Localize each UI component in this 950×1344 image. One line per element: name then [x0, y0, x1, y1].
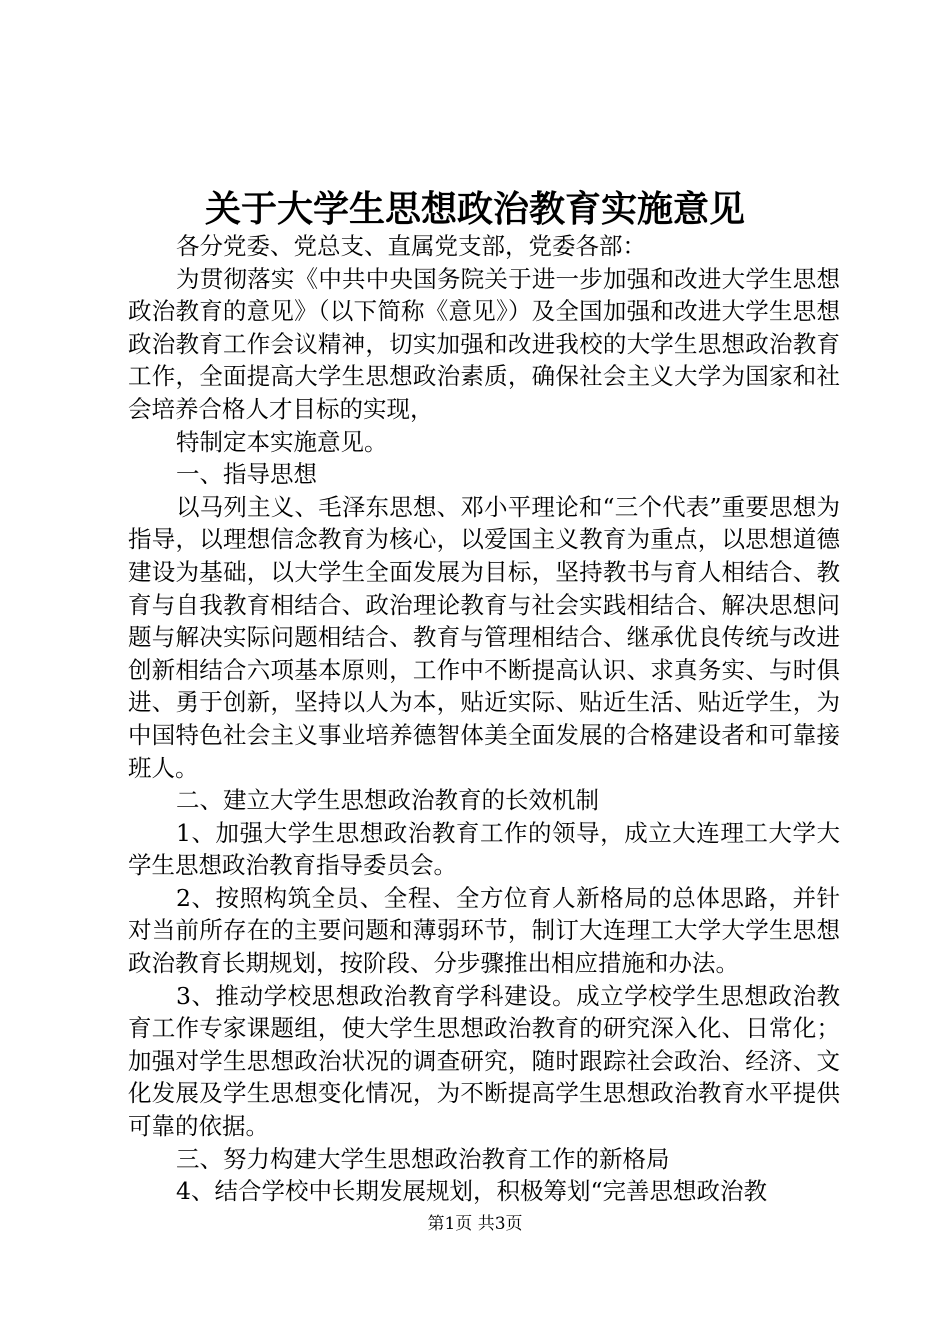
section-heading-2: 二、建立大学生思想政治教育的长效机制 — [176, 786, 599, 815]
page-number-footer: 第1页 共3页 — [427, 1214, 523, 1234]
salutation-paragraph: 各分党委、党总支、直属党支部，党委各部： — [176, 232, 646, 260]
item-4-paragraph: 4、结合学校中长期发展规划，积极筹划“完善思想政治教 — [176, 1177, 767, 1206]
item-3-paragraph: 3、推动学校思想政治教育学科建设。成立学校学生思想政治教育工作专家课题组，使大学生思想政治教育的研究深入化、日常化；加强对学生思想政治状况的调查研究，随时跟踪社会政治、经济、文化发展及学生思想变化情况，为不断提高学生思想政治教育水平提供可靠的依据。 — [128, 981, 840, 1141]
document-body — [128, 230, 840, 1208]
item-2-paragraph: 2、按照构筑全员、全程、全方位育人新格局的总体思路，并针对当前所存在的主要问题和薄弱环节，制订大连理工大学大学生思想政治教育长期规划，按阶段、分步骤推出相应措施和办法。 — [128, 883, 840, 978]
section-heading-3: 三、努力构建大学生思想政治教育工作的新格局 — [176, 1144, 670, 1173]
section-heading-1: 一、指导思想 — [176, 460, 317, 489]
intro-closing-paragraph: 特制定本实施意见。 — [176, 427, 388, 456]
document-title: 关于大学生思想政治教育实施意见 — [204, 188, 745, 230]
guiding-ideology-paragraph: 以马列主义、毛泽东思想、邓小平理论和“三个代表”重要思想为指导，以理想信念教育为核心，以爱国主义教育为重点，以思想道德建设为基础，以大学生全面发展为目标，坚持教书与育人相结合、教育与自我教育相结合、政治理论教育与社会实践相结合、解决思想问题与解决实际问题相结合、教育与管理相结合、继承优良传统与改进创新相结合六项基本原则，工作中不断提高认识、求真务实、与时俱进、勇于创新，坚持以人为本，贴近实际、贴近生活、贴近学生，为中国特色社会主义事业培养德智体美全面发展的合格建设者和可靠接班人。 — [128, 492, 840, 782]
intro-paragraph: 为贯彻落实《中共中央国务院关于进一步加强和改进大学生思想政治教育的意见》（以下简称《意见》）及全国加强和改进大学生思想政治教育工作会议精神，切实加强和改进我校的大学生思想政治教育工作，全面提高大学生思想政治素质，确保社会主义大学为国家和社会培养合格人才目标的实现， — [128, 264, 840, 423]
item-1-paragraph: 1、加强大学生思想政治教育工作的领导，成立大连理工大学大学生思想政治教育指导委员会。 — [128, 818, 840, 880]
